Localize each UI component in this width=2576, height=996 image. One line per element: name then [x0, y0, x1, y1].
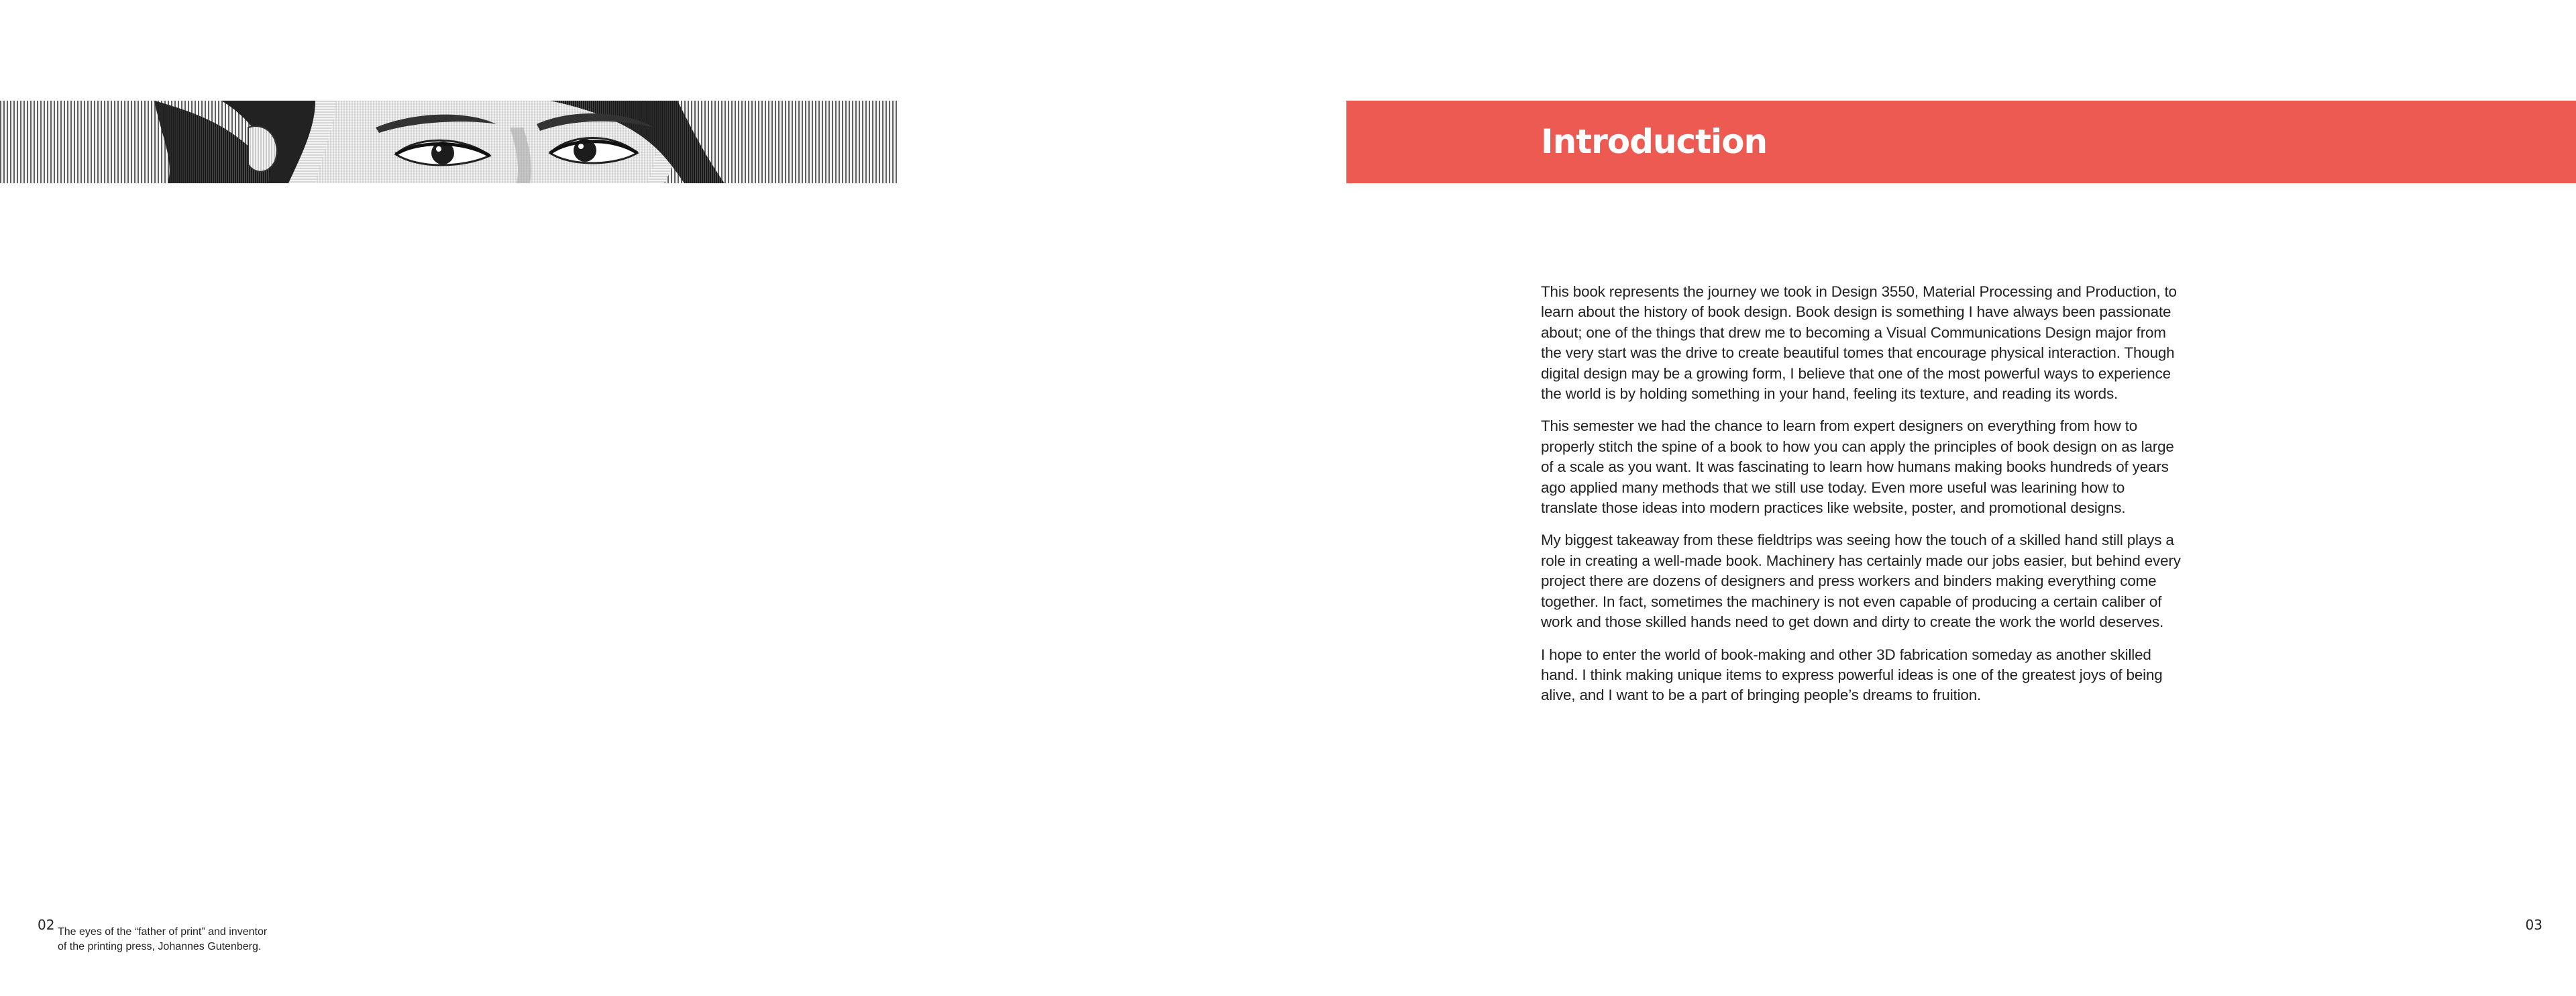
page-number-left: 02 [38, 917, 55, 933]
paragraph-1: This book represents the journey we took in Design 3550, Material Processing and Production, to learn about the history of book design. Book design is something I have always been passionate about; one of the things that drew me to becoming a Visual Communications Design major from the very start was the drive to create beautiful tomes that encourage physical interaction. Though digital design may be a growing form, I believe that one of the most powerful ways to experience the world is by holding something in your hand, feeling its texture, and reading its words. [1541, 283, 2177, 403]
page-title: Introduction [1541, 122, 1768, 161]
right-page [1288, 0, 2576, 996]
introduction-body [1541, 282, 2185, 718]
image-caption [58, 925, 339, 954]
caption-line-1: The eyes of the “father of print” and inventor [58, 926, 268, 938]
gutenberg-eyes-image [0, 101, 898, 183]
engraving-icon [0, 101, 898, 183]
paragraph-4: I hope to enter the world of book-making and other 3D fabrication someday as another skilled hand. I think making unique items to express powerful ideas is one of the greatest joys of being alive, and I want to be a part of bringing people’s dreams to fruition. [1541, 646, 2163, 704]
page-number-right: 03 [2525, 917, 2542, 933]
paragraph-2: This semester we had the chance to learn from expert designers on everything from how to properly stitch the spine of a book to how you can apply the principles of book design on as large of a scale as you want. It was fascinating to learn how humans making books hundreds of years ago applied many methods that we still use today. Even more useful was learining how to translate those ideas into modern practices like website, poster, and promotional designs. [1541, 417, 2174, 517]
caption-line-2: of the printing press, Johannes Gutenberg. [58, 941, 262, 952]
title-banner [1346, 101, 2576, 183]
paragraph-3: My biggest takeaway from these fieldtrips was seeing how the touch of a skilled hand still plays a role in creating a well-made book. Machinery has certainly made our jobs easier, but behind every project there are dozens of designers and press workers and binders making everything come together. In fact, sometimes the machinery is not even capable of producing a certain caliber of work and those skilled hands need to get down and dirty to create the work the world deserves. [1541, 532, 2181, 631]
